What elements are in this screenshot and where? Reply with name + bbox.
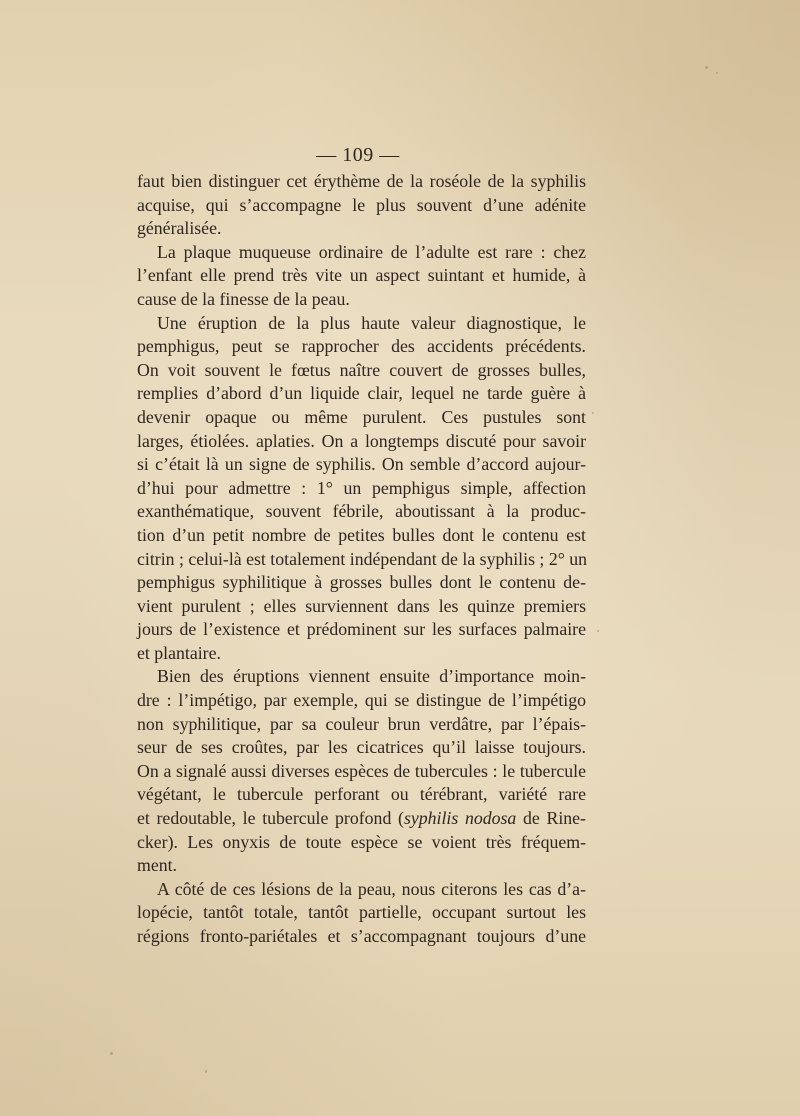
paper-speck: [597, 630, 599, 632]
text-line: et plantaire.: [137, 642, 221, 663]
text-line: tion d’un petit nombre de petites bulles dont le contenu est: [137, 524, 586, 545]
text-fragment: de Rine-: [516, 808, 586, 829]
text-line: si c’était là un signe de syphilis. On semble d’accord aujour-: [137, 454, 586, 475]
text-line: d’hui pour admettre : 1° un pemphigus simple, affection: [137, 477, 586, 498]
paragraph-start-line: A côté de ces lésions de la peau, nous citerons les cas d’a-: [157, 878, 586, 899]
text-line: pemphigus, peut se rapprocher des accidents précédents.: [137, 336, 586, 357]
text-line: non syphilitique, par sa couleur brun verdâtre, par l’épais-: [137, 713, 586, 734]
text-line: dre : l’impétigo, par exemple, qui se distingue de l’impétigo: [137, 690, 586, 711]
text-line: On a signalé aussi diverses espèces de tubercules : le tubercule: [137, 760, 586, 781]
text-line: seur de ses croûtes, par les cicatrices qu’il laisse toujours.: [137, 737, 586, 758]
text-line: végétant, le tubercule perforant ou térébrant, variété rare: [137, 784, 586, 805]
paper-speck: [110, 1052, 113, 1055]
text-line: généralisée.: [137, 218, 222, 239]
text-line: ment.: [137, 855, 177, 876]
text-line: pemphigus syphilitique à grosses bulles dont le contenu de-: [137, 572, 586, 593]
text-line: l’enfant elle prend très vite un aspect suintant et humide, à: [137, 265, 586, 286]
paper-speck: [592, 412, 594, 414]
text-line: devenir opaque ou même purulent. Ces pustules sont: [137, 406, 586, 427]
paper-speck: [205, 1070, 207, 1073]
text-line: vient purulent ; elles surviennent dans les quinze premiers: [137, 595, 586, 616]
italic-term: syphilis nodosa: [403, 808, 517, 829]
text-line: acquise, qui s’accompagne le plus souvent d’une adénite: [137, 194, 586, 215]
body-text: [137, 170, 586, 949]
paragraph-start-line: Une éruption de la plus haute valeur diagnostique, le: [157, 312, 586, 333]
text-line: larges, étiolées. aplaties. On a longtemps discuté pour savoir: [137, 430, 586, 451]
text-fragment: et redoutable, le tubercule profond (: [137, 808, 404, 829]
paper-speck: [716, 72, 718, 74]
text-line: cause de la finesse de la peau.: [137, 288, 350, 309]
text-line: lopécie, tantôt totale, tantôt partielle, occupant surtout les: [137, 902, 586, 923]
text-line: régions fronto-pariétales et s’accompagnant toujours d’une: [137, 926, 586, 946]
text-line: On voit souvent le fœtus naître couvert de grosses bulles,: [137, 359, 586, 380]
text-line: faut bien distinguer cet érythème de la roséole de la syphilis: [137, 171, 586, 191]
text-line: exanthématique, souvent fébrile, aboutissant à la produc-: [137, 501, 586, 522]
text-line: jours de l’existence et prédominent sur les surfaces palmaire: [137, 619, 586, 640]
text-line: remplies d’abord d’un liquide clair, lequel ne tarde guère à: [137, 383, 586, 404]
paper-speck: [705, 66, 708, 69]
text-line: citrin ; celui-là est totalement indépendant de la syphilis ; 2° un: [137, 548, 588, 569]
paragraph-start-line: Bien des éruptions viennent ensuite d’importance moin-: [157, 666, 586, 687]
page-number: — 109 —: [316, 144, 400, 166]
text-line-with-italic: [137, 807, 586, 831]
text-line: cker). Les onyxis de toute espèce se voient très fréquem-: [137, 831, 586, 852]
paragraph-start-line: La plaque muqueuse ordinaire de l’adulte est rare : chez: [157, 241, 586, 262]
